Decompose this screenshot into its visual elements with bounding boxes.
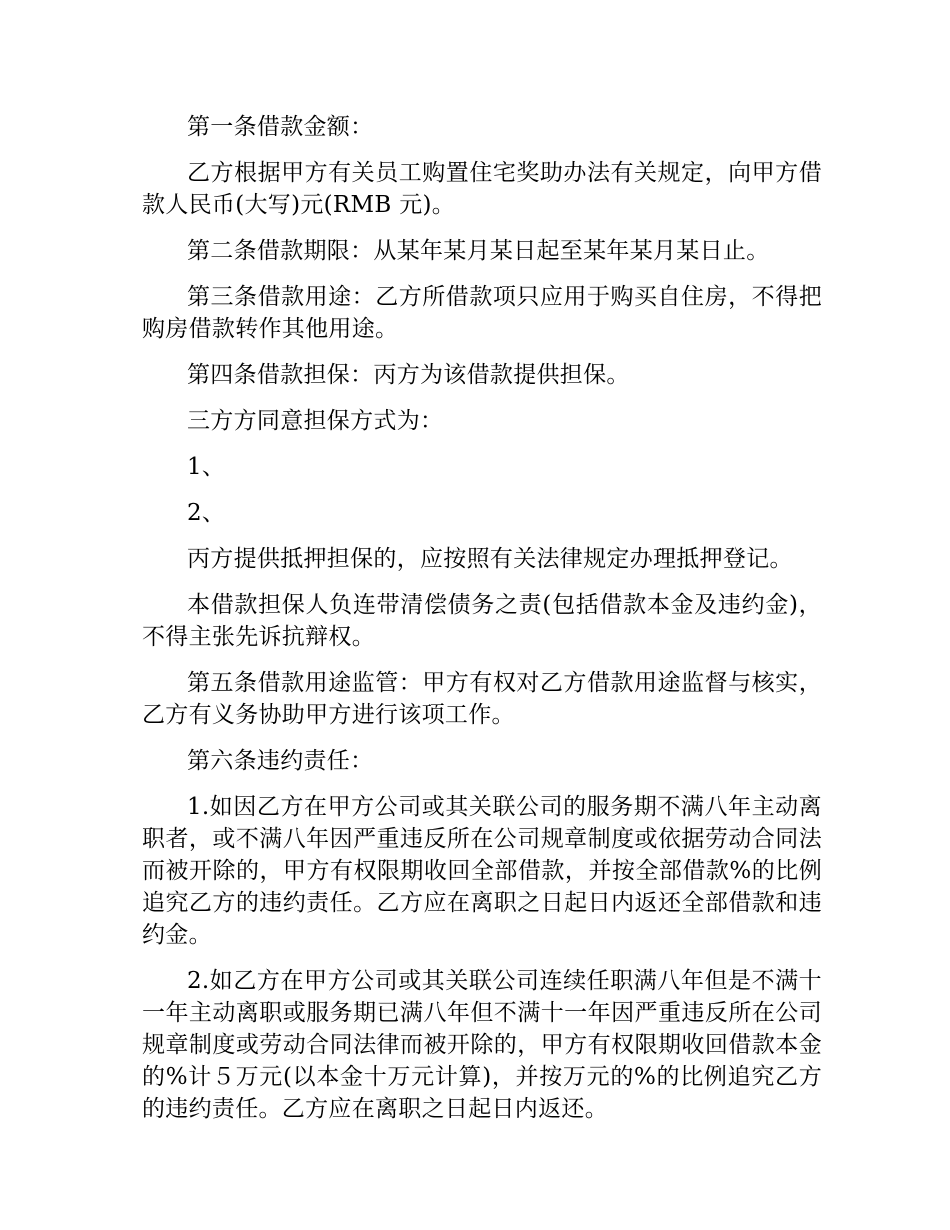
document-body	[142, 111, 822, 1139]
mortgage-registration-text: 丙方提供抵押担保的，应按照有关法律规定办理抵押登记。	[187, 546, 793, 572]
breach-clause-1: 1.如因乙方在甲方公司或其关联公司的服务期不满八年主动离职者，或不满八年因严重违反所在公司规章制度或依据劳动合同法而被开除的，甲方有权限期收回全部借款，并按全部借款%的比例追究乙方的违约责任。乙方应在离职之日起日内返还全部借款和违约金。	[142, 794, 822, 948]
guarantee-item-1: 1、	[187, 454, 226, 480]
joint-liability-text: 本借款担保人负连带清偿债务之责(包括借款本金及违约金)，不得主张先诉抗辩权。	[142, 592, 822, 650]
article-4-text: 第四条借款担保：丙方为该借款提供担保。	[187, 362, 630, 388]
article-2-text: 第二条借款期限：从某年某月某日起至某年某月某日止。	[187, 238, 770, 264]
article-5-text: 第五条借款用途监管：甲方有权对乙方借款用途监督与核实，乙方有义务协助甲方进行该项工作。	[142, 670, 822, 728]
article-3-text: 第三条借款用途：乙方所借款项只应用于购买自住房，不得把购房借款转作其他用途。	[142, 284, 822, 342]
article-1-heading: 第一条借款金额：	[187, 114, 374, 140]
guarantee-method-intro: 三方方同意担保方式为：	[187, 408, 444, 434]
article-1-text: 乙方根据甲方有关员工购置住宅奖助办法有关规定，向甲方借款人民币(大写)元(RMB 元)。	[142, 160, 822, 218]
breach-clause-2: 2.如乙方在甲方公司或其关联公司连续任职满八年但是不满十一年主动离职或服务期已满八年但不满十一年因严重违反所在公司规章制度或劳动合同法律而被开除的，甲方有权限期收回借款本金的%计５万元(以本金十万元计算)，并按万元的%的比例追究乙方的违约责任。乙方应在离职之日起日内返还。	[142, 968, 822, 1122]
guarantee-item-2: 2、	[187, 500, 226, 526]
article-6-heading: 第六条违约责任：	[187, 748, 374, 774]
